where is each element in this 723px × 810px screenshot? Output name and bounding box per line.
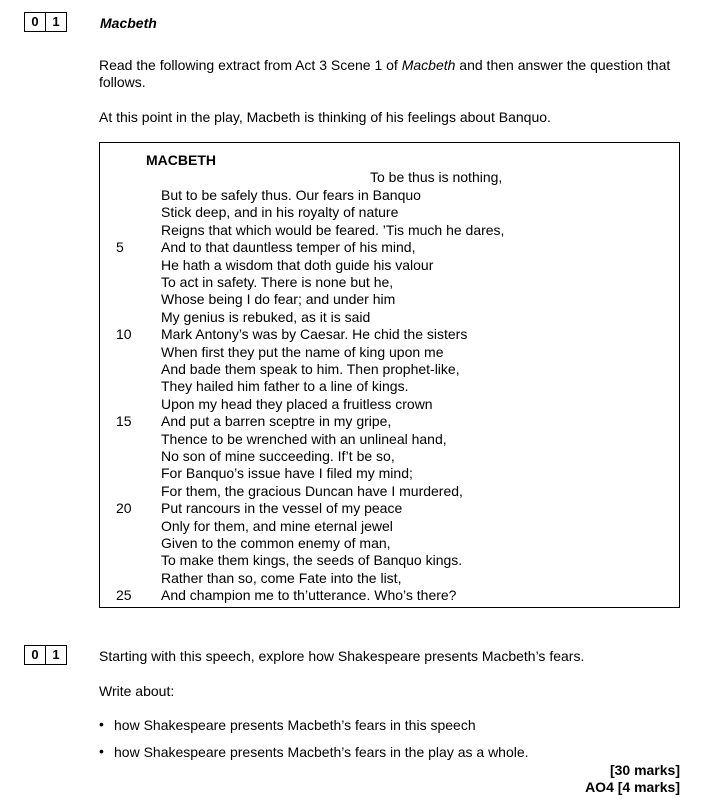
line-text: When first they put the name of king upon me [161,343,444,360]
extract-line [100,239,679,256]
section-title: Macbeth [100,15,157,31]
line-text: Only for them, and mine eternal jewel [161,517,393,534]
extract-line [100,274,679,291]
question-number-box [24,12,67,32]
question-digit: 1 [45,646,66,664]
extract-line [100,483,679,500]
line-text: Given to the common enemy of man, [161,535,391,551]
extract-line [100,500,679,517]
line-number: 25 [116,587,132,604]
extract-line [100,222,679,239]
extract-line [100,448,679,465]
question-number-box-2 [24,645,67,665]
line-number: 15 [116,413,132,430]
extract-line [100,587,679,604]
extract-first-line: To be thus is nothing, [370,169,503,185]
extract-line [100,309,679,326]
line-text: To act in safety. There is none but he, [161,274,394,290]
line-text: Put rancours in the vessel of my peace [161,500,403,517]
line-text: They hailed him father to a line of kings. [161,378,409,395]
extract-line [100,570,679,587]
extract-line [100,535,679,552]
context-paragraph: At this point in the play, Macbeth is thinking of his feelings about Banquo. [99,109,551,125]
intro-text-pre: Read the following extract from Act 3 Scene 1 of [99,57,402,73]
extract-line [100,552,679,569]
intro-text-post: and then answer the question that follows. [99,57,671,90]
marks-block [585,762,680,796]
extract-line [100,257,679,274]
intro-paragraph [99,57,679,91]
extract-line [100,396,679,413]
line-text: To make them kings, the seeds of Banquo kings. [161,552,463,569]
line-text: Whose being I do fear; and under him [161,291,396,308]
bullet-text: how Shakespeare presents Macbeth’s fears in the play as a whole. [114,744,529,760]
question-digit: 0 [31,14,39,29]
extract-line [100,326,679,343]
line-text: Stick deep, and in his royalty of nature [161,204,399,221]
question-prompt: Starting with this speech, explore how Shakespeare presents Macbeth’s fears. [99,648,585,664]
extract-line [100,204,679,221]
line-number: 10 [116,326,132,343]
line-text: He hath a wisdom that doth guide his valour [161,256,434,273]
bullet-text: how Shakespeare presents Macbeth’s fears in this speech [114,717,476,733]
line-text: And bade them speak to him. Then prophet-like, [161,361,460,377]
speaker-name: MACBETH [146,152,216,168]
extract-box [99,142,680,608]
extract-line [100,431,679,448]
extract-line [100,465,679,482]
line-text: For Banquo’s issue have I filed my mind; [161,465,413,482]
line-text: Thence to be wrenched with an unlineal hand, [161,430,447,447]
line-text: No son of mine succeeding. If’t be so, [161,448,395,464]
extract-line [100,518,679,535]
intro-text-italic: Macbeth [401,57,456,73]
line-number: 20 [116,500,132,517]
total-marks: [30 marks] [609,762,680,778]
line-text: Reigns that which would be feared. ’Tis much he dares, [161,221,505,238]
line-text: And to that dauntless temper of his mind, [161,239,416,256]
line-text: But to be safely thus. Our fears in Banquo [161,187,421,203]
line-text: Rather than so, come Fate into the list, [161,569,402,586]
line-number: 5 [116,239,124,256]
write-about-label: Write about: [99,683,175,699]
bullet-dot-icon: • [99,716,104,732]
line-text: My genius is rebuked, as it is said [161,308,371,325]
line-text: And put a barren sceptre in my gripe, [161,413,392,430]
line-text: Upon my head they placed a fruitless crown [161,395,433,412]
line-text: And champion me to th’utterance. Who’s there? [161,587,457,604]
extract-line [100,413,679,430]
question-digit: 1 [45,13,66,31]
ao-marks: AO4 [4 marks] [585,779,680,795]
bullet-dot-icon: • [99,743,104,759]
extract-line [100,378,679,395]
extract-line [100,344,679,361]
extract-line [100,291,679,308]
question-digit: 0 [31,647,39,662]
extract-line [100,361,679,378]
line-text: Mark Antony’s was by Caesar. He chid the sisters [161,326,468,343]
line-text: For them, the gracious Duncan have I murdered, [161,482,463,499]
extract-line [100,187,679,204]
